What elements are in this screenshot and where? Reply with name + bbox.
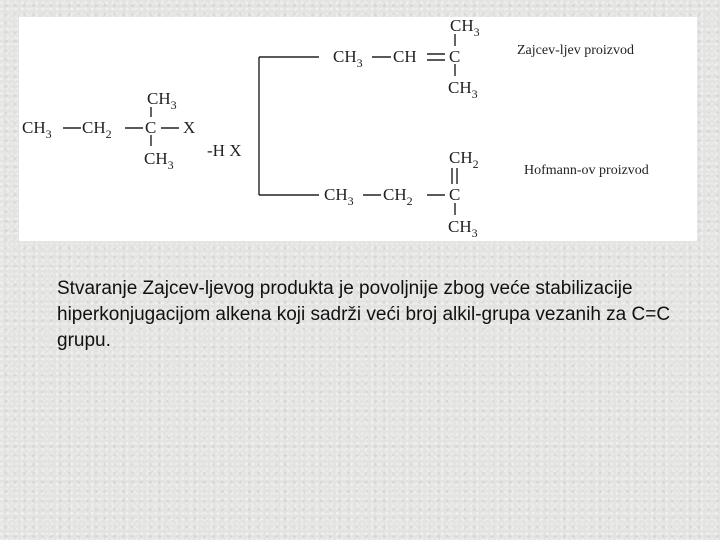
hofmann-ch3-bottom: $CH_3$ xyxy=(448,217,478,240)
reactant-ch2: $CH_2$ xyxy=(82,118,112,141)
hofmann-product-label: Hofmann-ov proizvod xyxy=(524,163,649,178)
reaction-diagram xyxy=(19,17,697,241)
hofmann-ch2-top: $CH_2$ xyxy=(449,148,479,171)
explanation-text: Stvaranje Zajcev-ljevog produkta je povoljnije zbog veće stabilizacije hiperkonjugacijom alkena koji sadrži veći broj alkil-grupa vezanih za C=C grupu. xyxy=(57,278,671,351)
hofmann-ch2: $CH_2$ xyxy=(383,185,413,208)
zaitsev-ch3-bottom: $CH_3$ xyxy=(448,78,478,101)
zaitsev-ch: CH xyxy=(393,47,417,66)
reactant-ch3-bottom: $CH_3$ xyxy=(144,149,174,172)
reaction-scheme xyxy=(19,17,697,241)
elimination-label: -H X xyxy=(207,141,242,160)
reactant-center-carbon: C xyxy=(145,118,157,137)
zaitsev-ch3: $CH_3$ xyxy=(333,47,363,70)
reactant-ch3-left: $CH_3$ xyxy=(22,118,52,141)
hofmann-ch3: $CH_3$ xyxy=(324,185,354,208)
zaitsev-carbon: C xyxy=(449,47,461,66)
hofmann-carbon: C xyxy=(449,185,461,204)
reactant-ch3-top: $CH_3$ xyxy=(147,89,177,112)
zaitsev-product-label: Zajcev-ljev proizvod xyxy=(517,43,635,58)
zaitsev-ch3-top: $CH_3$ xyxy=(450,17,480,39)
reactant-x: X xyxy=(183,118,196,137)
